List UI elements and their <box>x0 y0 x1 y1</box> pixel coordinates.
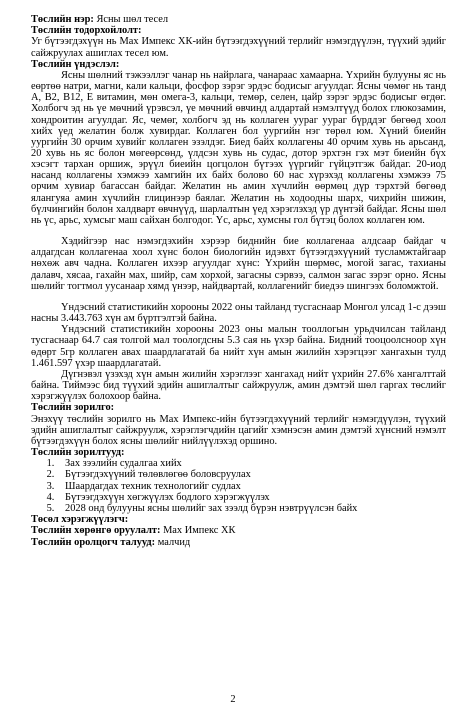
objective-item: 3. Шаардагдах техник технологийг судлах <box>57 481 446 492</box>
project-name-label: Төслийн нэр: <box>31 14 94 25</box>
objectives-list <box>31 458 446 514</box>
summary-heading: Төслийн тодорхойлолт: <box>31 25 142 37</box>
basis-paragraph-4: Үндэсний статистикийн хорооны 2023 оны малын тооллогын урьдчилсан тайланд тусгаснаар 64.7 сая толгой мал тоологдсны 5.3 сая нь үхэр байна. Бидний тооцоолсноор хүн өдөрт 5гр коллаген авах шаардлагатай ба нийт хүн амын жилийн хэрэгцээг хангахын тулд 1.461.597 үхэр шаардлагатай. <box>31 324 446 369</box>
page-number: 2 <box>230 694 236 705</box>
objective-item: 2. Бүтээгдэхүүний төлөвлөгөө боловсруулах <box>57 469 446 480</box>
investment-value: Мах Импекс ХК <box>160 525 236 537</box>
stakeholders-value: малчид <box>155 536 191 548</box>
basis-paragraph-1: Ясны шөлний тэжээллэг чанар нь найрлага, чанараас хамаарна. Үхрийн булууны яс нь еөртөө натри, магни, кали кальци, фосфор зэрэг эрдэс бодисыг агуулдаг. Ясны чөмөг нь танд A, B2, B12, E витамин, мөн омега-3, кальци, темөр, селен, цайр зэрэг эрдэс бодисыг өгдөг. Холбогч эд нь үе мөчний үрэвсэл, үе мөчний өвчинд алдартай нэмэлтүүд болох глюкозамин, хондроитин агуулдаг. Яс, чемөг, холбогч эд нь коллаген уураг уураг бүрддэг бөгөөд хоол хийх үед желатин болж хувирдаг. Коллаген бол уургийн нэг төрөл юм. Хүний биеийн уургийн 30 орчим хувийг коллаген эзэлдэг. Биед байх коллагены 40 орчим хувь нь арьсанд, 20 хувь нь яс болон мөгеөрсөнд, үлдсэн хувь нь судас, дотор эрхтэн гэх мэт биеийн бүх хэсэгт тархан оршиж, эрүүл биеийн цогцолон бүтээх үүргийг гүйцэтгэж байдаг. 20-иод насанд коллагены хэмжээ хамгийн их байх болово 60 нас хүрэхэд коллагены хэмжээ 75 орчим хувиар багассан байдаг. Желатин нь амин хүчлийн өөрмөц дүр тэрхтэй бөгөөд ялангуяа амин хүчлийн глицинээр баялаг. Желатин нь ходоодны шарх, чихрийн шижин, бүлчингийн болон халдварт өвчнүүд, шарлалтын үед хэрэглэхэд үр дүнтэй байдаг. Ясны шөл нь үс, арьс, хумсыг маш сайхан болгодог. Үс, арьс, хумсны гол бүтэц болох коллаген юм. <box>31 69 446 226</box>
goal-text: Энэхүү төслийн зорилго нь Мах Импекс-ийн бүтээгдэхүүний терлийг нэмэгдүүлэн, түүхий эдийн ашиглалтыг сайжруулж, хэрэглэгчдийн цагийг хэмнэсэн амин дэмтэй хүнсний нэмэлт бүтээгдэхүүн болох ясны шөлийг нийлүүлэхэд оршино. <box>31 413 446 447</box>
objectives-heading: Төслийн зорилтууд: <box>31 446 125 458</box>
objective-item: 1. Зах зээлийн судалгаа хийх <box>57 458 446 469</box>
implementer-org-label: Төсөл хэрэгжүүлэгч: <box>31 514 129 526</box>
investment-label: Төслийн хөрөнгө оруулалт: <box>31 525 161 537</box>
basis-paragraph-3: Үндэсний статистикийн хорооны 2022 оны тайланд тусгаснаар Монгол улсад 1-с дээш насны 3.443.763 хүн ам бүртгэлтэй байна. <box>31 301 446 325</box>
project-name-value: Ясны шөл тесел <box>93 14 169 25</box>
investment-line <box>31 525 446 536</box>
goal-heading: Төслийн зорилго: <box>31 402 115 414</box>
basis-paragraph-5: Дүгнэвэл үзэхэд хүн амын жилийн хэрэглээг хангахад нийт үхрийн 27.6% хангалттай байна. Тиймээс бид түүхий эдийн ашиглалтыг сайжруулж, амин дэмтэй шөл гаргах төслийг хэрэгжүүлэх болохоор байна. <box>31 368 446 403</box>
summary-text: Уг бүтээгдэхүүн нь Мах Импекс ХК-ийн бүтээгдэхүүний терлийг нэмэгдүүлэн, түүхий эдийг сайжруулах ашиглах тесел юм. <box>31 36 446 59</box>
basis-paragraph-2: Хэдийгээр нас нэмэгдэхийн хэрээр биднийн бие коллагенаа алдсаар байдаг ч алдагдсан коллагенаа хоол хүнс болон биологийн идэвхт бүтээгдэхүүний тусламжтайгаар нөхөж авч чадна. Коллаген ихээр агуулдаг хүнс: Үхрийн шөрмөс, могой загас, тахианы далавч, хясаа, гахайн мах, шийр, сам хорхой, загасны сэрвээ, салмон загас зэрэг орно. Ясны шөлийг тогтмол уусанаар хямд үнээр, найдвартай, коллагенийг биедээ шингээх боломжтой. <box>31 236 446 292</box>
basis-heading: Төслийн үндэслэл: <box>31 58 120 70</box>
objective-item: 5. 2028 онд булууны ясны шөлийг зах зээлд бүрэн нэвтрүүлсэн байх <box>57 503 446 514</box>
stakeholders-label: Төслийн оролцогч талууд: <box>31 536 156 548</box>
objective-item: 4. Бүтээгдэхүүн хөгжүүлэх бодлого хэрэгжүүлэх <box>57 492 446 503</box>
project-name-line <box>31 14 446 25</box>
implementer-org-line <box>31 514 446 525</box>
stakeholders-line <box>31 537 446 548</box>
